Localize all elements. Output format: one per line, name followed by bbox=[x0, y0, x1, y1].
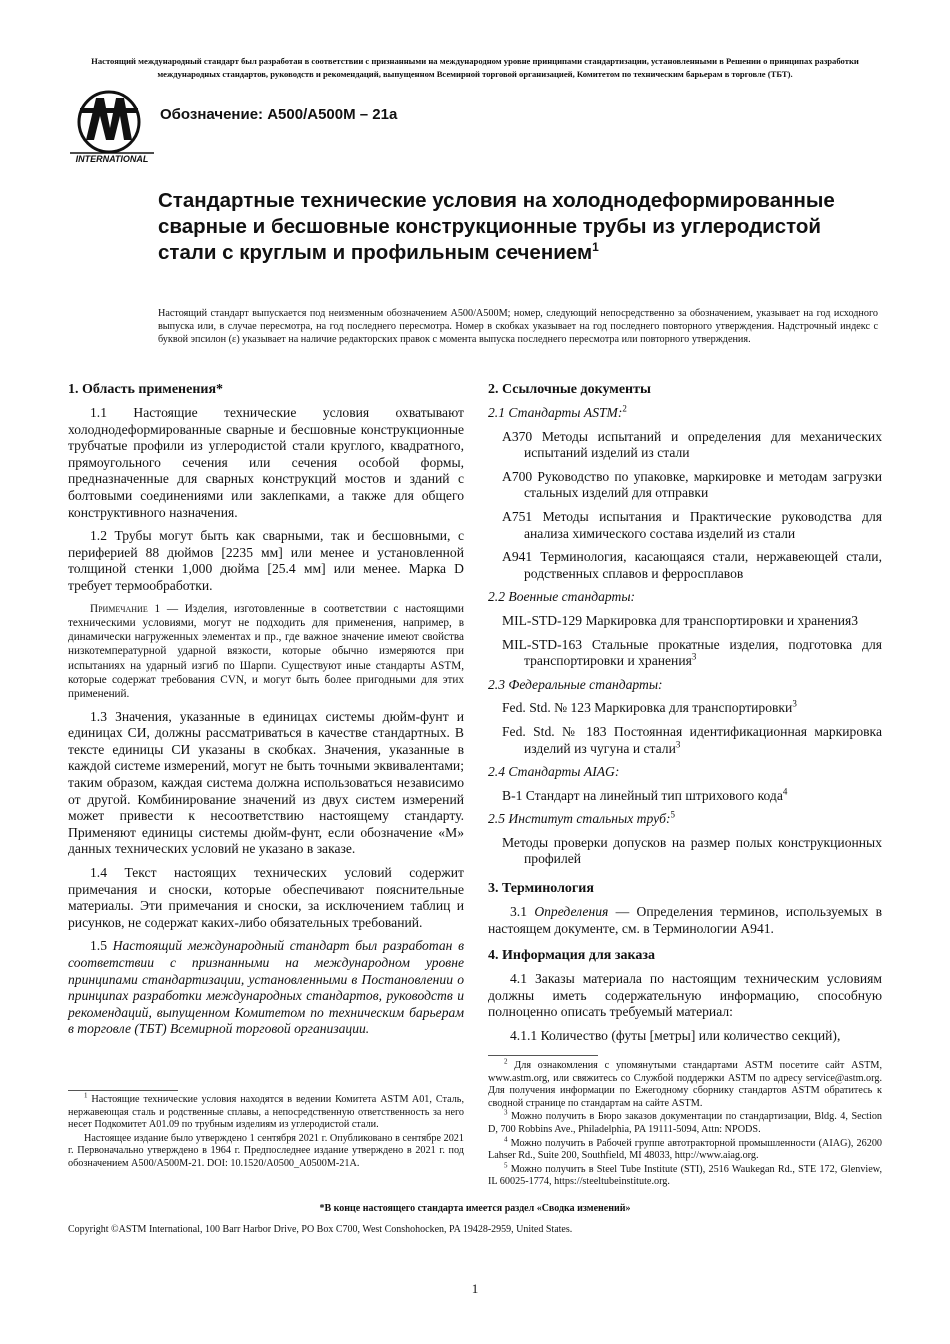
astm-logo bbox=[66, 88, 156, 166]
footnotes-left bbox=[68, 1091, 464, 1172]
footnote-1: $^1$ Настоящие технические условия находятся в ведении Комитета ASTM A01, Сталь, нержавеющая сталь и родственные сплавы, а непосредственную ответственность за него несет Подкомитет A01.09 по трубным изделиям из углеродистой стали. bbox=[68, 1091, 464, 1131]
para-1-2: 1.2 Трубы могут быть как сварными, так и бесшовными, с периферией 88 дюймов [2235 мм] или менее и установленной толщиной стенки 1,000 дюйма [25.4 мм] или менее. Марка D требует термообработки. bbox=[68, 528, 464, 593]
designation: Обозначение: A500/A500M – 21a bbox=[160, 106, 398, 123]
ref-sti-methods: Методы проверки допусков на размер полых конструкционных профилей bbox=[502, 834, 882, 867]
ref-a751: A751 Методы испытания и Практические руководства для анализа химического состава изделий из стали bbox=[502, 508, 882, 541]
ref-aiag-b1: B-1 Стандарт на линейный тип штрихового кода$^4$ bbox=[502, 786, 788, 803]
ref-a370: A370 Методы испытаний и определения для механических испытаний изделий из стали bbox=[502, 428, 882, 461]
footnote-5: $^5$ Можно получить в Steel Tube Institute (STI), 2516 Waukegan Rd., STE 172, Glenview, IL 60025-1774, https://steeltubeinstitute.org. bbox=[488, 1161, 883, 1188]
note-1: Примечание 1 — Изделия, изготовленные в соответствии с настоящими техническими условиями, могут не подходить для применения, например, в динамически нагруженных элементах и пр., где важное значение имеют свойства низкотемпературной ударной вязкости, которые обычно измеряются при испытаниях на ударный изгиб по Шарпи. Существуют иные стандарты ASTM, которые содержат требования CVN, и могут быть более пригодными для этих применений. bbox=[68, 602, 464, 701]
ref-group-aiag-heading: 2.4 Стандарты AIAG: bbox=[488, 764, 620, 780]
left-column bbox=[68, 381, 464, 1045]
footnote-4: $^4$ Можно получить в Рабочей группе автотракторной промышленности (AIAG), 26200 Lahser Rd., Suite 200, Southfield, MI 48033, http://www.aiag.org. bbox=[488, 1135, 883, 1162]
ref-group-aiag bbox=[488, 764, 882, 804]
footnote-rule-right bbox=[488, 1055, 598, 1056]
ref-group-military bbox=[488, 589, 882, 669]
ref-group-federal bbox=[488, 677, 882, 757]
footnote-1-edition: Настоящее издание было утверждено 1 сентября 2021 г. Опубликовано в сентябре 2021 г. Первоначально утверждено в 1964 г. Предпоследнее издание утверждено в 2021 г. под обозначением A500/A500M-21. DOI: 10.1520/A0500_A0500M-21A. bbox=[68, 1132, 464, 1169]
summary-of-changes-note: *В конце настоящего стандарта имеется раздел «Сводка изменений» bbox=[319, 1203, 631, 1214]
ref-group-astm-heading: 2.1 Стандарты ASTM:$^2$ bbox=[488, 403, 627, 420]
para-1-5: 1.5 Настоящий международный стандарт был разработан в соответствии с признанными на международном уровне принципами стандартизации, установленными в Постановлении о принципах разработки международных стандартов, руководств и рекомендаций, выпущенном Комитетом по техническим барьерам в торговле (ТБТ) Всемирной торговой организации. bbox=[68, 938, 465, 1037]
ref-mil-std-129: MIL-STD-129 Маркировка для транспортировки и хранения3 bbox=[502, 612, 859, 628]
para-1-4: 1.4 Текст настоящих технических условий содержит примечания и сноски, которые обеспечивают пояснительные материалы. Эти примечания и сноски, за исключением таблиц и рисунков, не содержат каких-либо обязательных требований. bbox=[68, 864, 464, 930]
ref-mil-std-163: MIL-STD-163 Стальные прокатные изделия, подготовка для транспортировки и хранения$^3$ bbox=[502, 636, 882, 669]
para-4-1: 4.1 Заказы материала по настоящим техническим условиям должны иметь содержательную информацию, способную полноценно описать требуемый материал: bbox=[488, 971, 882, 1020]
astm-logo-icon bbox=[66, 88, 156, 166]
ref-group-sti bbox=[488, 811, 882, 868]
document-title: Стандартные технические условия на холоднодеформированные сварные и бесшовные конструкционные трубы из углеродистой стали с круглым и профильным сечением$^1$ bbox=[158, 189, 835, 264]
right-column bbox=[488, 381, 882, 1052]
ref-group-sti-heading: 2.5 Институт стальных труб:$^5$ bbox=[488, 809, 675, 827]
para-3-1: 3.1 Определения — Определения терминов, используемых в настоящем документе, см. в Терминологии A941. bbox=[488, 904, 882, 936]
logo-text: INTERNATIONAL bbox=[75, 154, 149, 164]
ref-group-federal-heading: 2.3 Федеральные стандарты: bbox=[488, 676, 663, 692]
page-number: 1 bbox=[471, 1281, 479, 1296]
ref-fed-std-183: Fed. Std. № 183 Постоянная идентификационная маркировка изделий из чугуна и стали$^3$ bbox=[502, 723, 882, 756]
ref-fed-std-123: Fed. Std. № 123 Маркировка для транспортировки$^3$ bbox=[502, 698, 797, 716]
ref-group-military-heading: 2.2 Военные стандарты: bbox=[488, 589, 636, 605]
para-1-3: 1.3 Значения, указанные в единицах системы дюйм-фунт и единицах СИ, должны рассматриваться в качестве стандартных. В тексте единицы СИ указаны в скобках. Значения, указанные в каждой системе измерений, могут не быть точными эквивалентами; таким образом, каждая система должна использоваться независимо от другой. Комбинирование значений из двух систем измерений может привести к несоответствию настоящему стандарту. Применяют единицы системы дюйм-фунт, если обозначение «M» данных технических условий не указано в заказе. bbox=[68, 708, 464, 857]
section-4-heading: 4. Информация для заказа bbox=[488, 948, 655, 964]
copyright-line: Copyright ©ASTM International, 100 Barr Harbor Drive, PO Box C700, West Conshohocken, PA 19428-2959, United States. bbox=[68, 1224, 573, 1235]
ref-group-astm bbox=[488, 405, 882, 582]
para-4-1-1: 4.1.1 Количество (футы [метры] или количество секций), bbox=[510, 1028, 841, 1044]
footnotes-right bbox=[488, 1057, 883, 1190]
footnote-3: $^3$ Можно получить в Бюро заказов документации по стандартизации, Bldg. 4, Section D, 700 Robbins Ave., Philadelphia, PA 19111-5094, Attn: NPODS. bbox=[488, 1108, 883, 1135]
para-1-1: 1.1 Настоящие технические условия охватывают холоднодеформированные сварные и бесшовные конструкционные трубчатые профили из углеродистой стали круглого, квадратного, прямоугольного сечения или сечения особой формы, предназначенные для сварных конструкций мостов и зданий с болтовыми соединениями или заклепками, а также для общего конструктивного назначения. bbox=[68, 405, 464, 520]
ref-a941: A941 Терминология, касающаяся стали, нержавеющей стали, родственных сплавов и ферросплавов bbox=[502, 549, 882, 581]
section-3-heading: 3. Терминология bbox=[488, 881, 594, 897]
footnote-2: $^2$ Для ознакомления с упомянутыми стандартами ASTM посетите сайт ASTM, www.astm.org, или свяжитесь со Службой поддержки ASTM по адресу service@astm.org. Для получения информации по Ежегодному сборнику стандартов ASTM обратитесь к сводной странице по стандартам на сайте ASTM. bbox=[488, 1057, 883, 1109]
ref-a700: A700 Руководство по упаковке, маркировке и методам загрузки стальных изделий для отправки bbox=[502, 468, 882, 501]
intro-paragraph: Настоящий стандарт выпускается под неизменным обозначением A500/A500M; номер, следующий непосредственно за обозначением, указывает на год исходного выпуска или, в случае пересмотра, на год последнего пересмотра. Номер в скобках указывает на год последнего повторного утверждения. Надстрочный индекс с буквой эпсилон (ε) указывает на наличие редакторских правок с момента выпуска последнего пересмотра или повторного утверждения. bbox=[158, 308, 878, 345]
wto-notice: Настоящий международный стандарт был разработан в соответствии с признанными на международном уровне принципами стандартизации, установленными в Решении о принципах разработки международных стандартов, руководств и рекомендаций, выпущенном Всемирной торговой организацией, Комитетом по техническим барьерам в торговле (ТБТ). bbox=[91, 56, 859, 79]
section-2-heading: 2. Ссылочные документы bbox=[488, 382, 651, 397]
title-footnote-mark: 1 bbox=[592, 240, 599, 255]
section-1-heading: 1. Область применения* bbox=[68, 382, 224, 397]
